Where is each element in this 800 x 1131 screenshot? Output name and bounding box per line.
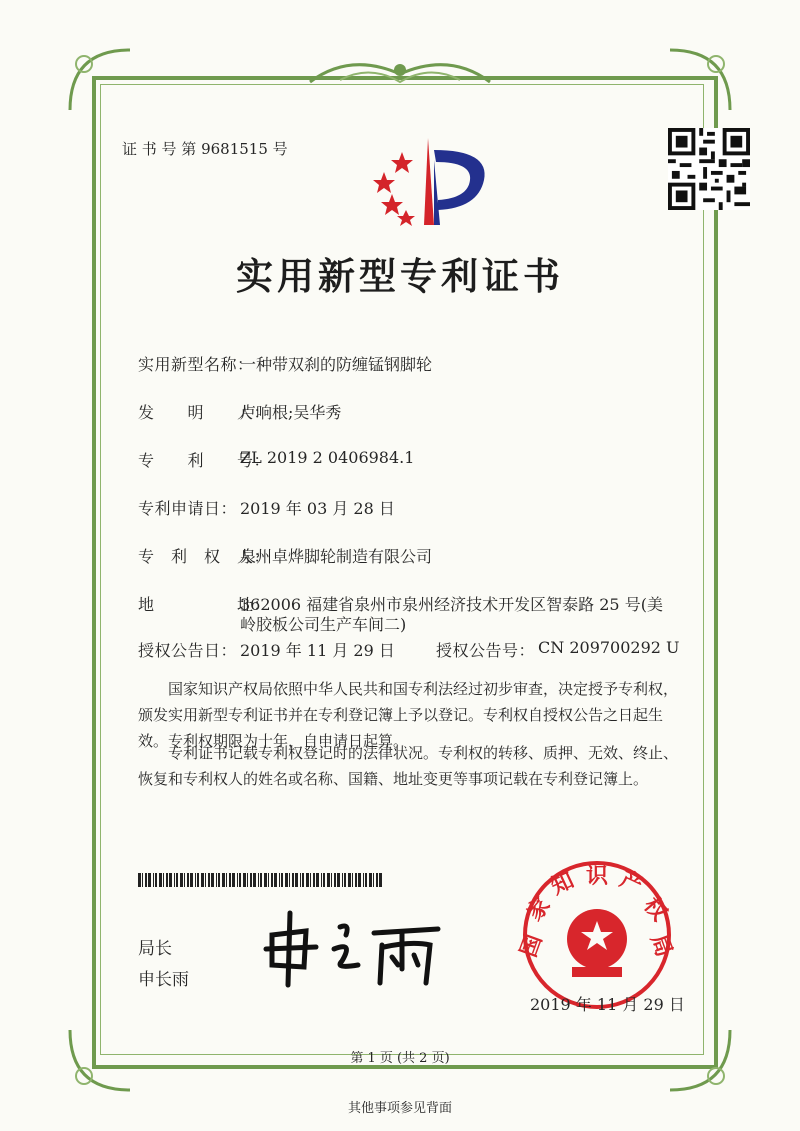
seal-char: 权 bbox=[638, 892, 672, 926]
field-label-utility-model-name: 实用新型名称： bbox=[138, 355, 254, 374]
barcode-bar bbox=[153, 873, 154, 887]
field-label-application-date: 专利申请日： bbox=[138, 499, 238, 518]
barcode-bar bbox=[306, 873, 309, 887]
barcode-bar bbox=[163, 873, 164, 887]
barcode-bar bbox=[174, 873, 175, 887]
barcode-bar bbox=[321, 873, 322, 887]
barcode-bar bbox=[176, 873, 178, 887]
seal-char: 家 bbox=[522, 893, 556, 927]
barcode-bar bbox=[369, 873, 372, 887]
seal-char: 国 bbox=[516, 931, 548, 961]
barcode-bar bbox=[295, 873, 298, 887]
field-value-patent-number: ZL 2019 2 0406984.1 bbox=[240, 448, 415, 467]
barcode-bar bbox=[148, 873, 151, 887]
corner-ornament-top-left bbox=[60, 40, 140, 120]
signatory-title: 局长 bbox=[138, 939, 172, 959]
barcode-bar bbox=[289, 873, 290, 887]
barcode-bar bbox=[237, 873, 238, 887]
barcode-bar bbox=[376, 873, 378, 887]
barcode-bar bbox=[250, 873, 252, 887]
barcode-bar bbox=[279, 873, 280, 887]
barcode-bar bbox=[195, 873, 196, 887]
barcode-bar bbox=[201, 873, 204, 887]
barcode-bar bbox=[218, 873, 220, 887]
barcode-bar bbox=[155, 873, 157, 887]
barcode-bar bbox=[363, 873, 364, 887]
barcode-bar bbox=[302, 873, 304, 887]
barcode-bar bbox=[222, 873, 225, 887]
statement-paragraph-2: 专利证书记载专利权登记时的法律状况。专利权的转移、质押、无效、终止、恢复和专利权人的姓名或名称、国籍、地址变更等事项记载在专利登记簿上。 bbox=[138, 744, 679, 788]
barcode-bar bbox=[310, 873, 311, 887]
barcode-bar bbox=[285, 873, 288, 887]
top-ornament bbox=[300, 52, 500, 92]
barcode-bar bbox=[243, 873, 246, 887]
seal-char: 局 bbox=[645, 931, 677, 961]
barcode-bar bbox=[348, 873, 351, 887]
barcode-bar bbox=[208, 873, 210, 887]
field-value-address-line2: 岭胶板公司生产车间二) bbox=[240, 615, 407, 634]
barcode-bar bbox=[190, 873, 193, 887]
page-number: 第 1 页 (共 2 页) bbox=[350, 1051, 450, 1066]
barcode-bar bbox=[184, 873, 185, 887]
patent-office-logo bbox=[372, 130, 492, 230]
barcode-bar bbox=[327, 873, 330, 887]
field-label-grant-date: 授权公告日： bbox=[138, 641, 238, 660]
barcode-bar bbox=[159, 873, 162, 887]
barcode-bar bbox=[239, 873, 241, 887]
barcode-bar bbox=[253, 873, 256, 887]
footer-note: 其他事项参见背面 bbox=[347, 1101, 452, 1116]
field-value-patentee: 泉州卓烨脚轮制造有限公司 bbox=[240, 547, 433, 566]
barcode-bar bbox=[138, 873, 141, 887]
barcode-bar bbox=[331, 873, 332, 887]
seal-char: 知 bbox=[547, 868, 578, 901]
statement-paragraph-1: 国家知识产权局依照中华人民共和国专利法经过初步审查，决定授予专利权，颁发实用新型专利证书并在专利登记簿上予以登记。专利权自授权公告之日起生效。专利权期限为十年，自申请日起算。 bbox=[138, 680, 679, 750]
field-label-patent-number: 专 利 号： bbox=[138, 451, 271, 470]
barcode-bar bbox=[281, 873, 283, 887]
corner-ornament-top-right bbox=[660, 40, 740, 120]
certificate-number: 证 书 号 第 9681515 号 bbox=[122, 140, 288, 158]
barcode-bar bbox=[316, 873, 319, 887]
barcode-bar bbox=[211, 873, 214, 887]
barcode-bar bbox=[379, 873, 382, 887]
barcode-bar bbox=[352, 873, 353, 887]
barcode-bar bbox=[323, 873, 325, 887]
barcode-bar bbox=[247, 873, 248, 887]
barcode-bar bbox=[342, 873, 343, 887]
field-label-address: 地 址： bbox=[138, 595, 271, 614]
field-value-utility-model-name: 一种带双刹的防缠锰钢脚轮 bbox=[240, 355, 433, 374]
barcode-bar bbox=[264, 873, 267, 887]
barcode-bar bbox=[344, 873, 346, 887]
qr-code bbox=[668, 128, 750, 210]
seal-date: 2019 年 11 月 29 日 bbox=[530, 995, 685, 1014]
field-label-inventor: 发 明 人： bbox=[138, 403, 271, 422]
barcode-bar bbox=[166, 873, 168, 887]
field-value-application-date: 2019 年 03 月 28 日 bbox=[240, 499, 395, 518]
barcode-bar bbox=[197, 873, 199, 887]
barcode-bar bbox=[358, 873, 361, 887]
field-value-grant-date: 2019 年 11 月 29 日 bbox=[240, 641, 395, 660]
barcode-bar bbox=[373, 873, 374, 887]
barcode-bar bbox=[169, 873, 172, 887]
barcode-bar bbox=[142, 873, 143, 887]
barcode-bar bbox=[260, 873, 262, 887]
field-value-grant-number: CN 209700292 U bbox=[538, 638, 680, 657]
barcode-bar bbox=[180, 873, 183, 887]
barcode-bar bbox=[268, 873, 269, 887]
barcode-bar bbox=[216, 873, 217, 887]
barcode-bar bbox=[292, 873, 294, 887]
barcode-bar bbox=[229, 873, 231, 887]
barcode-bar bbox=[300, 873, 301, 887]
barcode bbox=[138, 873, 388, 887]
field-value-address-line1: 362006 福建省泉州市泉州经济技术开发区智泰路 25 号(美 bbox=[240, 595, 663, 614]
field-label-grant-number: 授权公告号： bbox=[436, 641, 536, 660]
seal-char: 产 bbox=[615, 866, 647, 899]
barcode-bar bbox=[365, 873, 367, 887]
barcode-bar bbox=[145, 873, 147, 887]
barcode-bar bbox=[232, 873, 235, 887]
barcode-bar bbox=[334, 873, 336, 887]
barcode-bar bbox=[271, 873, 273, 887]
barcode-bar bbox=[313, 873, 315, 887]
official-seal bbox=[510, 855, 685, 1010]
barcode-bar bbox=[258, 873, 259, 887]
field-label-patentee: 专 利 权 人： bbox=[138, 547, 271, 566]
certificate-title: 实用新型专利证书 bbox=[236, 254, 564, 298]
barcode-bar bbox=[337, 873, 340, 887]
barcode-bar bbox=[274, 873, 277, 887]
barcode-bar bbox=[187, 873, 189, 887]
handwritten-signature bbox=[262, 905, 452, 990]
field-value-inventor: 卢响根;吴华秀 bbox=[240, 403, 342, 422]
barcode-bar bbox=[226, 873, 227, 887]
signatory-name: 申长雨 bbox=[138, 970, 189, 990]
barcode-bar bbox=[355, 873, 357, 887]
seal-char: 识 bbox=[586, 864, 609, 889]
barcode-bar bbox=[205, 873, 206, 887]
